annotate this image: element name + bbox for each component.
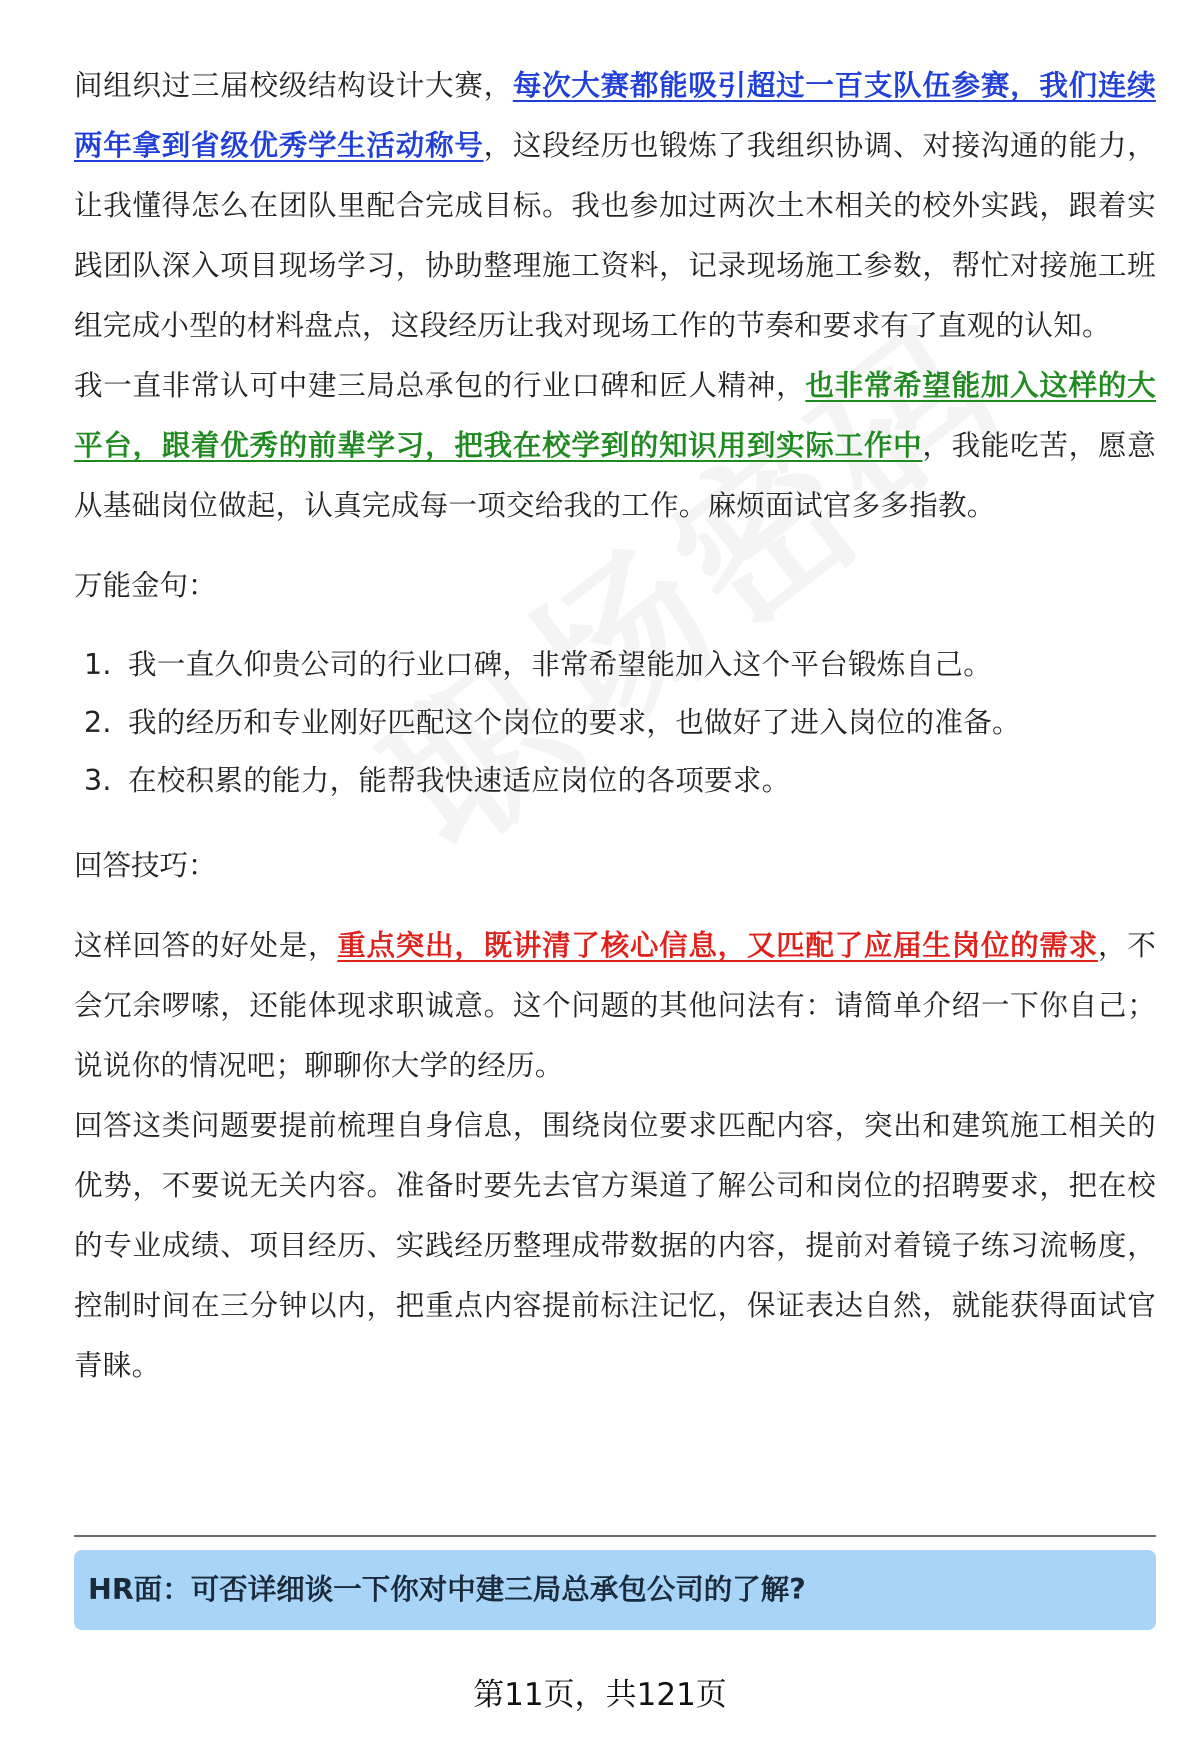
list-item: [74, 636, 1156, 694]
golden-sentences-label: 万能金句：: [74, 569, 217, 602]
paragraph-motivation: [74, 356, 1156, 536]
paragraph-benefits: [74, 916, 1156, 1096]
paragraph-experience-text: 间组织过三届校级结构设计大赛，: [74, 69, 513, 102]
document-body: [74, 56, 1156, 1396]
highlight-red: 重点突出，既讲清了核心信息，又匹配了应届生岗位的需求: [337, 929, 1098, 962]
list-item-text: 我一直久仰贵公司的行业口碑，非常希望能加入这个平台锻炼自己。: [128, 648, 993, 681]
list-item-text: 我的经历和专业刚好匹配这个岗位的要求，也做好了进入岗位的准备。: [128, 706, 1021, 739]
golden-sentences-list: [74, 636, 1156, 810]
paragraph-experience-rest: ，这段经历也锻炼了我组织协调、对接沟通的能力，让我懂得怎么在团队里配合完成目标。我也参加过两次土木相关的校外实践，跟着实践团队深入项目现场学习，协助整理施工资料，记录现场施工参数，帮忙对接施工班组完成小型的材料盘点，这段经历让我对现场工作的节奏和要求有了直观的认知。: [74, 129, 1156, 342]
hr-question-box: HR面：可否详细谈一下你对中建三局总承包公司的了解?: [74, 1550, 1156, 1630]
list-item: [74, 752, 1156, 810]
highlight-green: 也非常希望能加入这样的大平台，跟着优秀的前辈学习，把我在校学到的知识用到实际工作中: [74, 369, 1156, 462]
list-item-number: 3.: [84, 764, 112, 797]
highlight-blue: 每次大赛都能吸引超过一百支队伍参赛，我们连续两年拿到省级优秀学生活动称号: [74, 69, 1156, 162]
paragraph-motivation-text: 我一直非常认可中建三局总承包的行业口碑和匠人精神，: [74, 369, 806, 402]
paragraph-experience: [74, 56, 1156, 356]
paragraph-motivation-rest: ，我能吃苦，愿意从基础岗位做起，认真完成每一项交给我的工作。麻烦面试官多多指教。: [74, 429, 1156, 522]
list-item-number: 2.: [84, 706, 112, 739]
page-number: 第11页，共121页: [473, 1677, 727, 1713]
list-item-number: 1.: [84, 648, 112, 681]
list-item-text: 在校积累的能力，能帮我快速适应岗位的各项要求。: [128, 764, 791, 797]
section-divider: [74, 1535, 1156, 1537]
paragraph-benefits-text: 这样回答的好处是，: [74, 929, 338, 962]
paragraph-benefits-rest: ，不会冗余啰嗦，还能体现求职诚意。这个问题的其他问法有：请简单介绍一下你自己；说说你的情况吧；聊聊你大学的经历。: [74, 929, 1156, 1082]
answer-tips-label: 回答技巧：: [74, 849, 217, 882]
list-item: [74, 694, 1156, 752]
paragraph-preparation: 回答这类问题要提前梳理自身信息，围绕岗位要求匹配内容，突出和建筑施工相关的优势，不要说无关内容。准备时要先去官方渠道了解公司和岗位的招聘要求，把在校的专业成绩、项目经历、实践经历整理成带数据的内容，提前对着镜子练习流畅度，控制时间在三分钟以内，把重点内容提前标注记忆，保证表达自然，就能获得面试官青睐。: [74, 1109, 1156, 1382]
